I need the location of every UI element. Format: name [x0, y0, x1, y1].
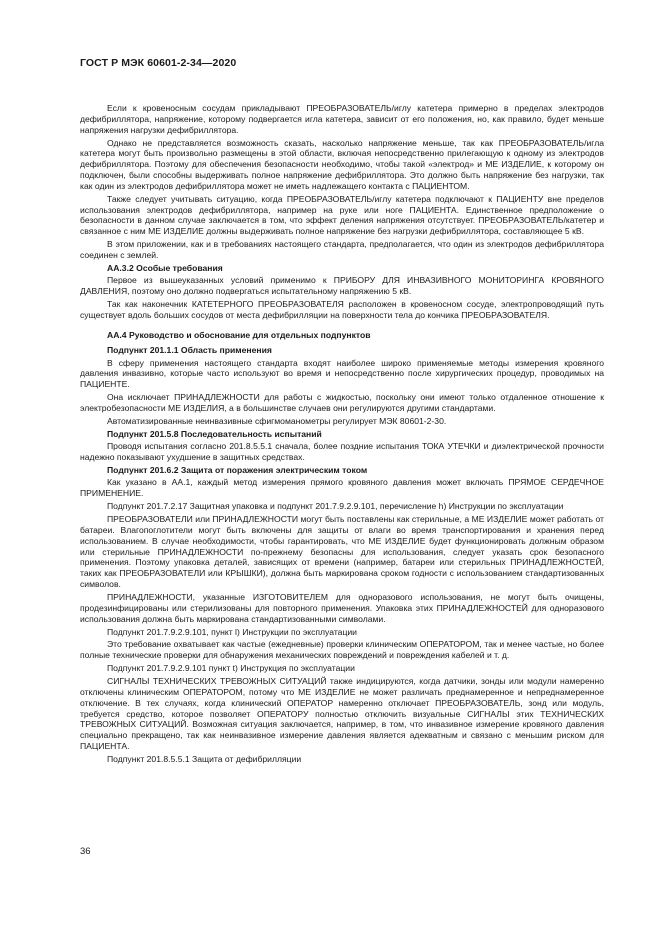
paragraph: Подпункт 201.7.2.17 Защитная упаковка и подпункт 201.7.9.2.9.101, перечисление h) Инструкции по эксплуатации	[107, 501, 564, 512]
paragraph: Подпункт 201.8.5.5.1 Защита от дефибрилляции	[107, 754, 302, 765]
paragraph: Однако не представляется возможность сказать, насколько напряжение меньше, так как ПРЕОБРАЗОВАТЕЛЬ/игла катетера могут быть произвольно размещены в этой области, включая непосредственно прилегающую к одному из электродов дефибриллятора. Поэтому для обеспечения безопасности необходимо, чтобы такой «электрод» и МЕ ИЗДЕЛИЕ, к которому он подключен, были способны выдерживать полное напряжение дефибриллятора. Это должно быть напряжение без нагрузки, так как один из электродов дефибриллятора может не иметь надлежащего контакта с ПАЦИЕНТОМ.	[80, 137, 604, 191]
paragraph: Автоматизированные неинвазивные сфигмоманометры регулирует МЭК 80601-2-30.	[107, 416, 447, 427]
paragraph: ПРИНАДЛЕЖНОСТИ, указанные ИЗГОТОВИТЕЛЕМ для одноразового использования, не могут быть очищены, продезинфицированы или стерилизованы для повторного применения. Упаковка этих ПРИНАДЛЕЖНОСТЕЙ для одноразового использования должна быть маркирована стандартизованными символами.	[80, 591, 604, 624]
page-number: 36	[80, 846, 91, 857]
subsection-heading: Подпункт 201.5.8 Последовательность испытаний	[107, 429, 322, 440]
paragraph: Как указано в АА.1, каждый метод измерения прямого кровяного давления может включать ПРЯМОЕ СЕРДЕЧНОЕ ПРИМЕНЕНИЕ.	[80, 477, 604, 499]
paragraph: Подпункт 201.7.9.2.9.101 пункт t) Инструкция по эксплуатации	[107, 663, 355, 674]
paragraph: Первое из вышеуказанных условий применимо к ПРИБОРУ ДЛЯ ИНВАЗИВНОГО МОНИТОРИНГА КРОВЯНОГО ДАВЛЕНИЯ, поэтому оно должно подвергаться испытательному напряжению 5 кВ.	[80, 275, 604, 296]
paragraph: Так как наконечник КАТЕТЕРНОГО ПРЕОБРАЗОВАТЕЛЯ расположен в кровеносном сосуде, электропроводящий путь существует вдоль больших сосудов от места дефибрилляции на поверхности тела до кончика ПРЕОБРАЗОВАТЕЛЯ.	[80, 298, 604, 320]
paragraph: В сферу применения настоящего стандарта входят наиболее широко применяемые методы измерения кровяного давления инвазивно, которые часто используют во время и непосредственно после хирургических процедур, проводимых на ПАЦИЕНТЕ.	[80, 357, 604, 390]
paragraph: Проводя испытания согласно 201.8.5.5.1 сначала, более поздние испытания ТОКА УТЕЧКИ и диэлектрической прочности надежно показывают ухудшение в защитных средствах.	[80, 441, 604, 463]
paragraph: Подпункт 201.7.9.2.9.101, пункт l) Инструкции по эксплуатации	[107, 626, 357, 637]
section-heading: АА.4 Руководство и обоснование для отдельных подпунктов	[107, 329, 371, 340]
document-header: ГОСТ Р МЭК 60601-2-34—2020	[80, 57, 237, 69]
paragraph: ПРЕОБРАЗОВАТЕЛИ или ПРИНАДЛЕЖНОСТИ могут быть поставлены как стерильные, а МЕ ИЗДЕЛИЕ может работать от батареи. Влагопоглотители могут быть включены для защиты от влаги во время транспортирования и хранения перед использованием. В случае необходимости, чтобы гарантировать, что МЕ ИЗДЕЛИЕ будет функционировать должным образом или стерильные ПРИНАДЛЕЖНОСТИ по-прежнему безопасны для использования, следует указать срок безопасного применения. Поэтому упаковка деталей, зависящих от времени (например, батареи или стерильных ПРИНАДЛЕЖНОСТЕЙ, таких как ПРЕОБРАЗОВАТЕЛИ или КРЫШКИ), должна быть маркирована сроком годности с использованием стандартизованных символов.	[80, 514, 604, 589]
paragraph: Также следует учитывать ситуацию, когда ПРЕОБРАЗОВАТЕЛЬ/иглу катетера подключают к ПАЦИЕНТУ вне пределов использования электродов дефибриллятора, например на руке или ноге ПАЦИЕНТА. Единственное предположение о безопасности в данном случае заключается в том, что эффект деления напряжения отсутствует. ПРЕОБРАЗОВАТЕЛЬ/катетер и связанное с ним МЕ ИЗДЕЛИЕ должны выдерживать полное напряжение без нагрузки дефибриллятора, составляющее 5 кВ.	[80, 193, 604, 237]
subsection-heading: Подпункт 201.1.1 Область применения	[107, 345, 272, 356]
subsection-heading: Подпункт 201.6.2 Защита от поражения электрическим током	[107, 465, 368, 476]
paragraph: В этом приложении, как и в требованиях настоящего стандарта, предполагается, что один из электродов дефибриллятора соединен с землей.	[80, 239, 604, 260]
paragraph: Это требование охватывает как частые (ежедневные) проверки клиническим ОПЕРАТОРОМ, так и менее частые, но более полные технические проверки для обнаружения механических повреждений и повреждения кабелей и т. д.	[80, 639, 604, 661]
paragraph: Если к кровеносным сосудам прикладывают ПРЕОБРАЗОВАТЕЛЬ/иглу катетера примерно в пределах электродов дефибриллятора, напряжение, которому подвергается игла катетера, зависит от его положения, но, как правило, будет меньше напряжения нагрузки дефибриллятора.	[80, 103, 604, 135]
subsection-heading: АА.3.2 Особые требования	[107, 262, 223, 273]
paragraph: СИГНАЛЫ ТЕХНИЧЕСКИХ ТРЕВОЖНЫХ СИТУАЦИЙ также индицируются, когда датчики, зонды или модули намеренно отключены клиническим ОПЕРАТОРОМ, потому что МЕ ИЗДЕЛИЕ не может различать преднамеренное и непреднамеренное отключение. В тех случаях, когда клинический ОПЕРАТОР намеренно отключает ПРЕОБРАЗОВАТЕЛЬ, зонд или модуль, требуется средство, которое позволяет ОПЕРАТОРУ полностью отключить визуальные СИГНАЛЫ этих ТЕХНИЧЕСКИХ ТРЕВОЖНЫХ СИТУАЦИЙ. Возможная ситуация заключается, например, в том, что инвазивное измерение кровяного давления специально прекращено, так как неинвазивное измерение давления является адекватным и связано с меньшим риском для ПАЦИЕНТА.	[80, 676, 604, 752]
document-body	[80, 103, 604, 767]
paragraph: Она исключает ПРИНАДЛЕЖНОСТИ для работы с жидкостью, поскольку они имеют только отдаленное отношение к электробезопасности МЕ ИЗДЕЛИЯ, а в большинстве случаев они регулируются другими стандартами.	[80, 392, 604, 414]
